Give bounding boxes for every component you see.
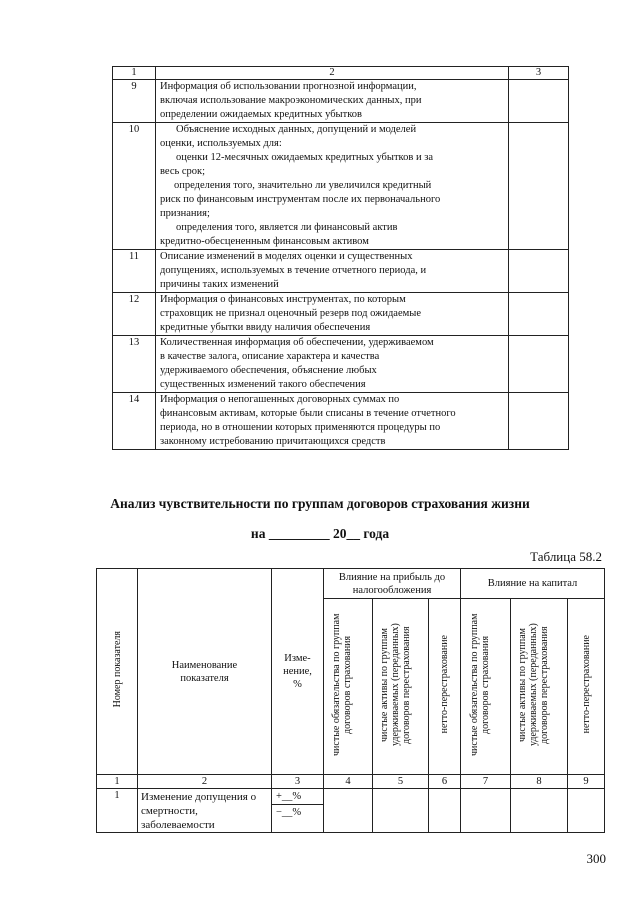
date-line [0, 526, 640, 542]
date-prefix: на [250, 526, 266, 541]
row-description [156, 123, 509, 250]
header-profit-group: Влияние на прибыль до налогообложения [324, 569, 461, 599]
value-cell [429, 789, 461, 833]
value-cell [461, 789, 511, 833]
text-line: весь срок; [160, 166, 206, 177]
page-number: 300 [586, 851, 606, 866]
change-cell [272, 789, 324, 833]
row-number: 13 [113, 336, 156, 393]
table-header-row [113, 67, 569, 80]
text-line: финансовым активам, которые были списаны в течение отчетного [160, 408, 456, 419]
col-index: 1 [97, 775, 138, 789]
value-cell [511, 789, 568, 833]
table-row [113, 336, 569, 393]
col-index: 3 [272, 775, 324, 789]
text-line: включая использование макроэкономических данных, при [160, 95, 422, 106]
row-description [156, 80, 509, 123]
text-line: оценки 12-месячных ожидаемых кредитных убытков и за [176, 152, 433, 163]
row-description [156, 250, 509, 293]
row-description [156, 336, 509, 393]
text-line: периода, но в отношении которых применяются процедуры по [160, 422, 441, 433]
empty-cell [509, 123, 569, 250]
text-line: Информация об использовании прогнозной информации, [160, 81, 417, 92]
row-number: 12 [113, 293, 156, 336]
table-number: Таблица 58.2 [530, 549, 602, 564]
header-obligations: чистые обязательства по группам договоров страхования [461, 599, 511, 775]
header-obligations: чистые обязательства по группам договоров страхования [324, 599, 373, 775]
col-index: 5 [373, 775, 429, 789]
text-line: определения того, значительно ли увеличился кредитный [174, 180, 432, 191]
text-line: в качестве залога, описание характера и качества [160, 351, 380, 362]
row-number: 1 [97, 789, 138, 833]
header-change: Изме-нение, % [272, 569, 324, 775]
value-cell [324, 789, 373, 833]
header-cell: 2 [156, 67, 509, 80]
table-row [113, 250, 569, 293]
col-index: 9 [568, 775, 605, 789]
row-number: 9 [113, 80, 156, 123]
value-cell [373, 789, 429, 833]
text-line: законному истребованию причитающихся средств [160, 436, 386, 447]
row-name: Изменение допущения о смертности, заболеваемости [138, 789, 272, 833]
disclosure-requirements-table [112, 66, 569, 450]
col-index: 6 [429, 775, 461, 789]
empty-cell [509, 336, 569, 393]
col-index: 2 [138, 775, 272, 789]
header-assets: чистые активы по группам удерживаемых (переданных) договоров перестрахования [511, 599, 568, 775]
sensitivity-table [96, 568, 605, 833]
table-row [113, 80, 569, 123]
header-cell: 1 [113, 67, 156, 80]
row-number: 14 [113, 393, 156, 450]
text-line: оценки, используемых для: [160, 138, 282, 149]
table-row [113, 123, 569, 250]
text-line: удерживаемого обеспечения, объяснение любых [160, 365, 377, 376]
text-line: Описание изменений в моделях оценки и существенных [160, 251, 413, 262]
header-assets: чистые активы по группам удерживаемых (переданных) договоров перестрахования [373, 599, 429, 775]
text-line: существенных изменений такого обеспечения [160, 379, 366, 390]
text-line: определении ожидаемых кредитных убытков [160, 109, 362, 120]
table-row [113, 393, 569, 450]
header-cell: 3 [509, 67, 569, 80]
header-capital-group: Влияние на капитал [461, 569, 605, 599]
value-cell [568, 789, 605, 833]
row-description [156, 293, 509, 336]
header-net-reinsurance: нетто-перестрахование [568, 599, 605, 775]
empty-cell [509, 393, 569, 450]
date-blank: _________ [268, 526, 330, 541]
table-row [97, 789, 605, 833]
change-minus: −__% [276, 807, 302, 818]
date-year: 20__ [332, 526, 360, 541]
text-line: допущениях, используемых в течение отчетного периода, и [160, 265, 427, 276]
text-line: признания; [160, 208, 210, 219]
section-title: Анализ чувствительности по группам договоров страхования жизни [110, 496, 530, 511]
header-net-reinsurance: нетто-перестрахование [429, 599, 461, 775]
text-line: Количественная информация об обеспечении, удерживаемом [160, 337, 434, 348]
text-line: Объяснение исходных данных, допущений и моделей [176, 124, 417, 135]
text-line: страховщик не признал оценочный резерв под ожидаемые [160, 308, 421, 319]
text-line: Информация о финансовых инструментах, по которым [160, 294, 406, 305]
col-index: 8 [511, 775, 568, 789]
empty-cell [509, 293, 569, 336]
text-line: определения того, является ли финансовый актив [176, 222, 398, 233]
text-line: кредитно-обесцененным финансовым активом [160, 236, 369, 247]
row-description [156, 393, 509, 450]
col-index: 4 [324, 775, 373, 789]
header-number: Номер показателя [97, 569, 138, 775]
column-number-row [97, 775, 605, 789]
text-line: Информация о непогашенных договорных суммах по [160, 394, 400, 405]
row-number: 10 [113, 123, 156, 250]
text-line: кредитные убытки ввиду наличия обеспечения [160, 322, 371, 333]
text-line: риск по финансовым инструментам после их первоначального [160, 194, 441, 205]
empty-cell [509, 80, 569, 123]
col-index: 7 [461, 775, 511, 789]
date-suffix: года [363, 526, 390, 541]
table-row [113, 293, 569, 336]
row-number: 11 [113, 250, 156, 293]
text-line: причины таких изменений [160, 279, 279, 290]
change-plus: +__% [272, 789, 323, 805]
empty-cell [509, 250, 569, 293]
header-name: Наименование показателя [138, 569, 272, 775]
